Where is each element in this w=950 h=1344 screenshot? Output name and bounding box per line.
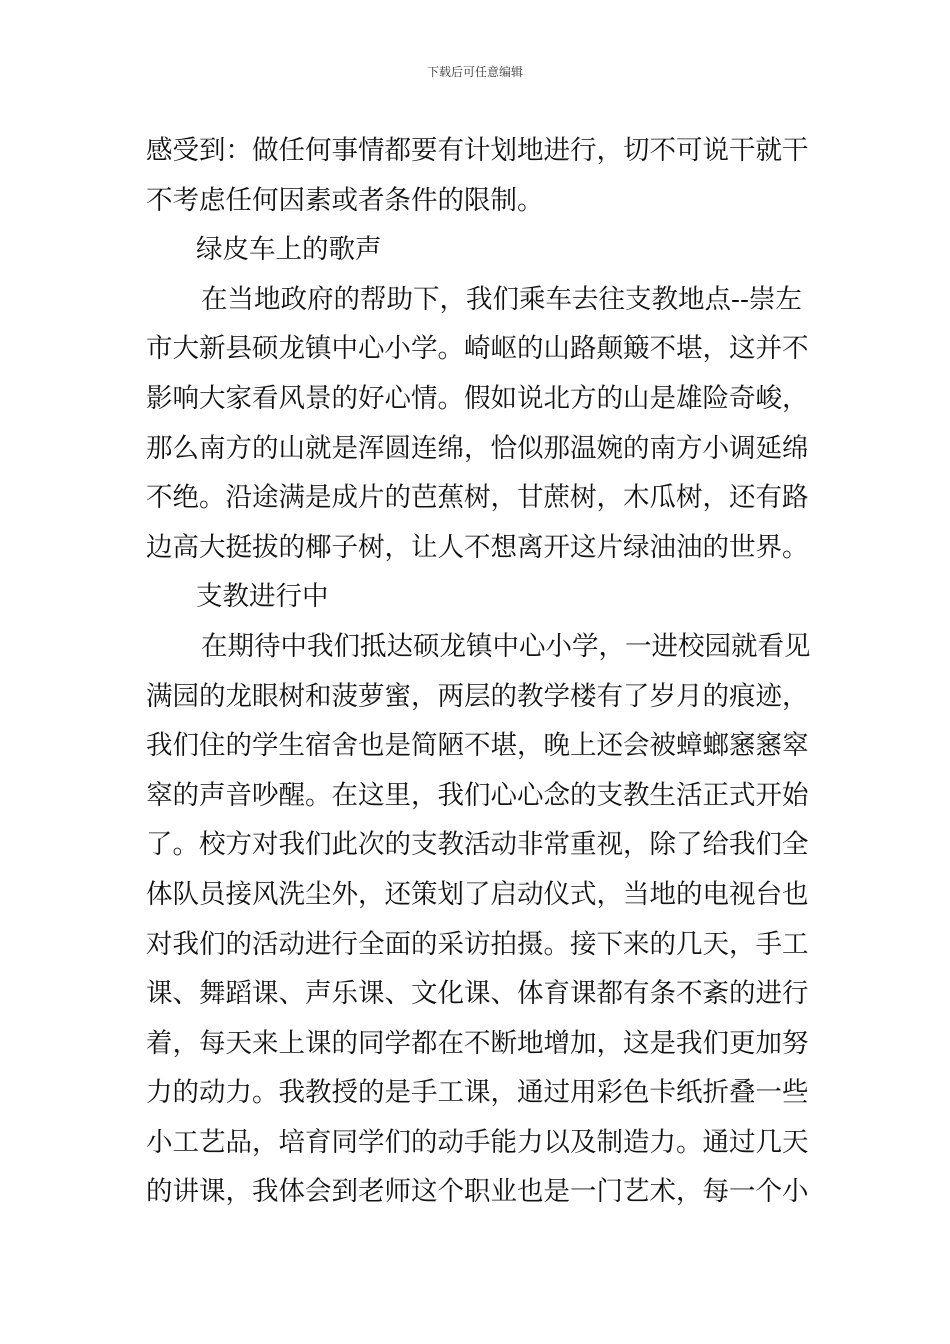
page-header-note: 下载后可任意编辑: [426, 65, 523, 79]
section-heading: 绿皮车上的歌声: [196, 234, 382, 266]
paragraph-first-line: 在当地政府的帮助下，我们乘车去往支教地点--崇左: [201, 283, 802, 315]
text-line: 小工艺品，培育同学们的动手能力以及制造力。通过几天: [146, 1126, 809, 1158]
document-body: [146, 126, 810, 1217]
text-line: 满园的龙眼树和菠萝蜜，两层的教学楼有了岁月的痕迹，: [146, 680, 809, 712]
text-line: 课、舞蹈课、声乐课、文化课、体育课都有条不紊的进行: [146, 978, 809, 1010]
text-line: 影响大家看风景的好心情。假如说北方的山是雄险奇峻，: [146, 382, 809, 414]
text-line: 我们住的学生宿舍也是简陋不堪，晚上还会被蟑螂窸窸窣: [146, 730, 809, 762]
text-line: 力的动力。我教授的是手工课，通过用彩色卡纸折叠一些: [146, 1077, 809, 1109]
text-line: 不考虑任何因素或者条件的限制。: [146, 184, 544, 216]
text-line: 对我们的活动进行全面的采访拍摄。接下来的几天，手工: [146, 928, 809, 960]
text-line: 市大新县硕龙镇中心小学。崎岖的山路颠簸不堪，这并不: [146, 333, 809, 365]
text-line: 边高大挺拔的椰子树，让人不想离开这片绿油油的世界。: [146, 531, 809, 563]
text-line: 那么南方的山就是浑圆连绵，恰似那温婉的南方小调延绵: [146, 432, 809, 464]
text-line: 窣的声音吵醒。在这里，我们心心念的支教生活正式开始: [146, 779, 809, 811]
text-line: 体队员接风洗尘外，还策划了启动仪式，当地的电视台也: [146, 878, 809, 910]
text-line: 感受到：做任何事情都要有计划地进行，切不可说干就干: [146, 135, 809, 166]
text-line: 了。校方对我们此次的支教活动非常重视，除了给我们全: [146, 829, 809, 861]
section-heading: 支教进行中: [196, 581, 329, 613]
text-line: 着，每天来上课的同学都在不断地增加，这是我们更加努: [146, 1027, 809, 1059]
text-line: 不绝。沿途满是成片的芭蕉树，甘蔗树，木瓜树，还有路: [146, 482, 809, 514]
paragraph-first-line: 在期待中我们抵达硕龙镇中心小学，一进校园就看见: [201, 630, 811, 662]
text-line: 的讲课，我体会到老师这个职业也是一门艺术，每一个小: [146, 1176, 809, 1208]
